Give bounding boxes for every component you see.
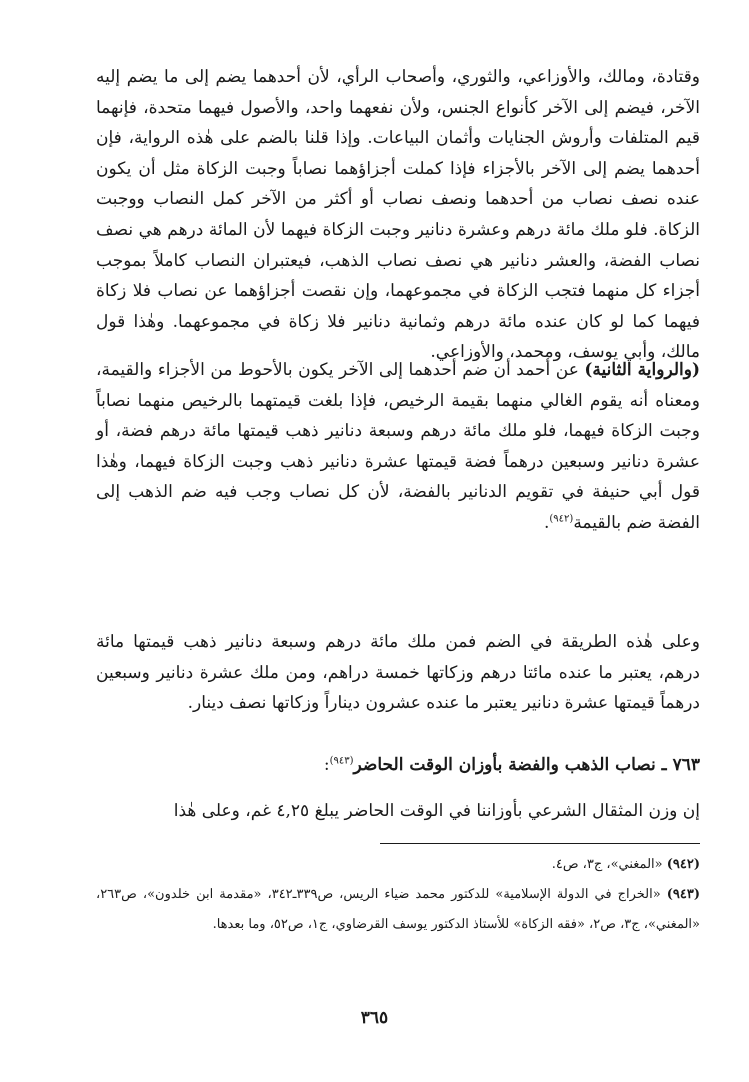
footnote-text: «الخراج في الدولة الإسلامية» للدكتور محمد ضياء الريس، ص٣٣٩ـ٣٤٢، «مقدمة ابن خلدون»، ص٢٦٣، «المغني»، ج٣، ص٢، «فقه الزكاة» للأستاذ الدكتور يوسف القرضاوي، ج١، ص٥٢، وما بعدها.: [96, 887, 700, 932]
page-number: ٣٦٥: [360, 1008, 389, 1028]
section-heading-text: ٧٦٣ ـ نصاب الذهب والفضة بأوزان الوقت الحاضر: [353, 755, 700, 775]
paragraph-1: [96, 62, 700, 368]
footnotes: [96, 850, 700, 940]
footnote-942: [96, 850, 700, 880]
paragraph-1-text: وقتادة، ومالك، والأوزاعي، والثوري، وأصحاب الرأي، لأن أحدهما يضم إلى ما يضم إليه الآخر، فيضم إلى الآخر كأنواع الجنس، ولأن نفعهما واحد، والأصول فيهما متحدة، فإنهما قيم المتلفات وأروش الجنايات وأثمان البياعات. وإذا قلنا بالضم على هٰذه الرواية، فإن أحدهما يضم إلى الآخر بالأجزاء فإذا كملت أجزاؤهما نصاباً وجبت الزكاة مثل أن يكون عنده نصف نصاب من أحدهما ونصف نصاب أو أكثر من الآخر كمل النصاب ووجبت الزكاة. فلو ملك مائة درهم وعشرة دنانير وجبت الزكاة فيهما لأن المائة درهم هي نصف نصاب الفضة، والعشر دنانير هي نصف نصاب الذهب، فيعتبران النصاب كاملاً بموجب أجزاء كل منهما فتجب الزكاة في مجموعهما، وإن نقصت أجزاؤهما عن نصاب فلا زكاة فيهما كما لو كان عنده مائة درهم وثمانية دنانير فلا زكاة في مجموعهما. وهٰذا قول مالك، وأبي يوسف، ومحمد، والأوزاعي.: [96, 67, 700, 363]
paragraph-4: [96, 796, 700, 827]
paragraph-4-text: إن وزن المثقال الشرعي بأوزاننا في الوقت الحاضر يبلغ ٤,٢٥ غم، وعلى هٰذا: [173, 801, 700, 821]
section-heading: [96, 750, 700, 780]
paragraph-2-end: .: [543, 512, 550, 533]
paragraph-2-text: عن أحمد أن ضم أحدهما إلى الآخر يكون بالأحوط من الأجزاء والقيمة، ومعناه أنه يقوم الغالي منهما بقيمة الرخيص، فإذا بلغت قيمتهما بالرخيص منهما نصاباً وجبت الزكاة فيهما، فلو ملك مائة درهم وسبعة دنانير ذهب قيمتها مائة درهم فضة، أو عشرة دنانير وسبعين درهماً فضة قيمتها عشرة دنانير ذهب وجبت الزكاة فيهما، وهٰذا قول أبي حنيفة في تقويم الدنانير بالفضة، لأن كل نصاب وجب فيه ضم الذهب إلى الفضة ضم بالقيمة: [96, 360, 700, 533]
paragraph-2: [96, 355, 700, 539]
footnote-ref-943[interactable]: (٩٤٣): [329, 755, 354, 767]
footnote-number: (٩٤٢): [666, 857, 700, 872]
paragraph-3: [96, 627, 700, 719]
footnote-divider: [380, 843, 700, 844]
paragraph-3-text: وعلى هٰذه الطريقة في الضم فمن ملك مائة درهم وسبعة دنانير ذهب قيمتها مائة درهم، يعتبر ما عنده مائتا درهم وزكاتها خمسة دراهم، ومن ملك عشرة دنانير وسبعين درهماً قيمتها عشرة دنانير يعتبر ما عنده عشرون ديناراً وزكاتها نصف دينار.: [96, 632, 700, 714]
footnote-943: [96, 880, 700, 940]
footnote-ref-942[interactable]: (٩٤٢): [549, 513, 574, 525]
section-heading-end: :: [323, 755, 330, 775]
footnote-text: «المغني»، ج٣، ص٤.: [551, 857, 667, 872]
footnote-number: (٩٤٣): [666, 887, 700, 902]
paragraph-2-lead: (والرواية الثانية): [584, 360, 700, 380]
